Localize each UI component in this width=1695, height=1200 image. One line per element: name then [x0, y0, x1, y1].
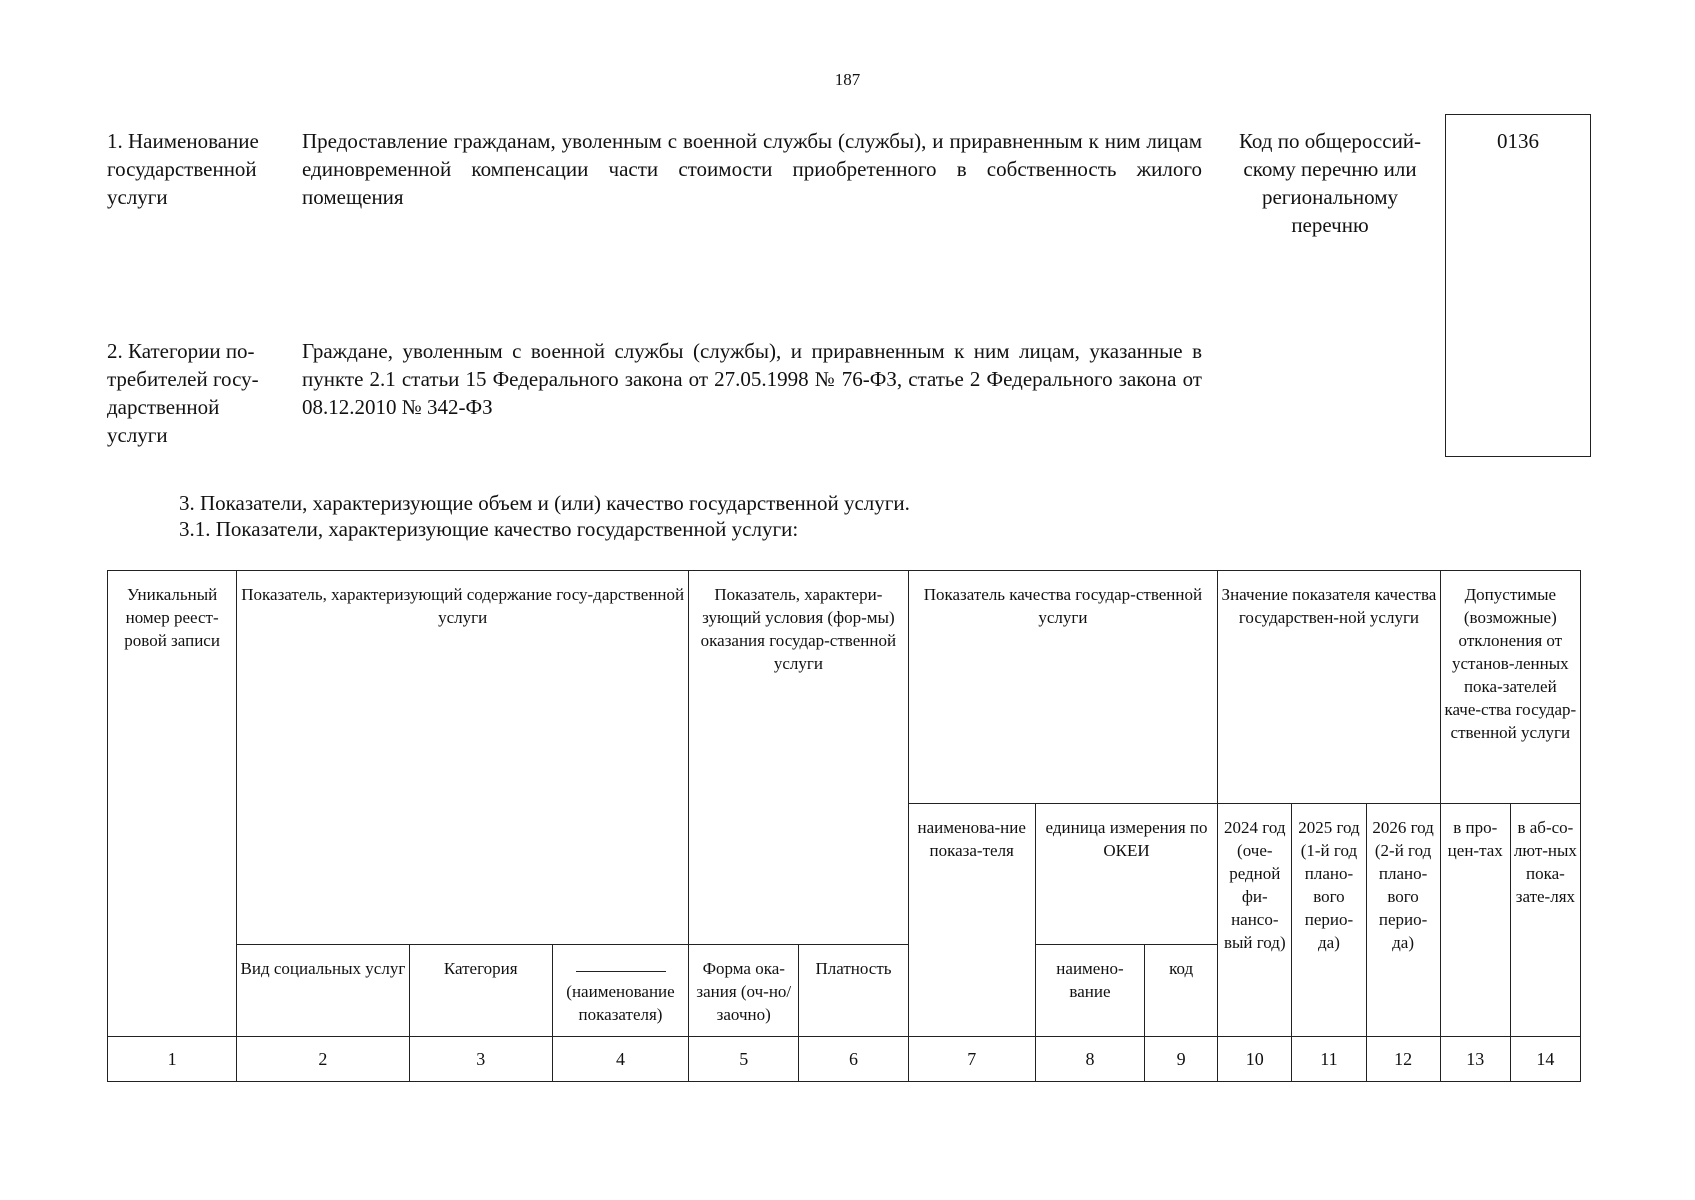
page-number: 187 [834, 70, 861, 89]
column-number: 4 [552, 1037, 688, 1082]
header-year-2026: 2026 год (2-й год плано-вого перио-да) [1366, 804, 1440, 1037]
consumer-category-label: 2. Категории по- требителей госу- дарственной услуги [107, 339, 259, 447]
section-3-heading: 3. Показатели, характеризующие объем и (или) качество государственной услуги. [179, 491, 910, 515]
header-okei-unit-label: единица измерения по ОКЕИ [1045, 818, 1208, 860]
header-payment: Платность [799, 945, 908, 1037]
header-year-2025: 2025 год (1-й год плано-вого перио-да) [1292, 804, 1366, 1037]
header-indicator-placeholder [552, 945, 688, 1037]
column-numbers-row [108, 1037, 1581, 1082]
registry-code-box [1445, 114, 1591, 457]
header-category: Категория [409, 945, 552, 1037]
column-number: 11 [1292, 1037, 1366, 1082]
header-quality-value: Значение показателя качества государствен-ной услуги [1218, 571, 1440, 804]
header-quality-indicator: Показатель качества государ-ственной услуги [908, 571, 1218, 804]
header-okei-unit [1035, 804, 1217, 945]
header-social-services-type: Вид социальных услуг [237, 945, 409, 1037]
column-number: 2 [237, 1037, 409, 1082]
column-number: 13 [1440, 1037, 1510, 1082]
service-name-text: Предоставление гражданам, уволенным с военной службы (службы), и приравненным к ним лицам единовременной компенсации части стоимости приобретенного в собственность жилого помещения [302, 129, 1202, 209]
header-allowed-deviation: Допустимые (возможные) отклонения от установ-ленных пока-зателей каче-ства государ-ственной услуги [1440, 571, 1580, 804]
header-deviation-percent: в про-цен-тах [1440, 804, 1510, 1037]
quality-indicators-table [107, 570, 1581, 1082]
registry-code-label: Код по общероссий- скому перечню или региональному перечню [1238, 129, 1422, 237]
column-number: 7 [908, 1037, 1035, 1082]
column-number: 1 [108, 1037, 237, 1082]
registry-code-value: 0136 [1497, 129, 1539, 153]
column-number: 3 [409, 1037, 552, 1082]
column-number: 5 [689, 1037, 799, 1082]
header-year-2024: 2024 год (оче-редной фи-нансо-вый год) [1218, 804, 1292, 1037]
header-unit-name: наимено-вание [1035, 945, 1144, 1037]
column-number: 14 [1510, 1037, 1580, 1082]
service-name-label: 1. Наименование государственной услуги [107, 129, 259, 209]
header-deviation-absolute: в аб-со-лют-ных пока-зате-лях [1510, 804, 1580, 1037]
header-indicator-placeholder-label: (наименование показателя) [566, 982, 675, 1024]
column-number: 6 [799, 1037, 908, 1082]
blank-line [576, 961, 666, 972]
section-3-1-heading: 3.1. Показатели, характеризующие качество государственной услуги: [179, 517, 799, 541]
column-number: 9 [1145, 1037, 1218, 1082]
header-unit-code: код [1145, 945, 1218, 1037]
header-service-conditions-indicator: Показатель, характери-зующий условия (фор-мы) оказания государ-ственной услуги [689, 571, 908, 945]
column-number: 8 [1035, 1037, 1144, 1082]
header-service-content-indicator: Показатель, характеризующий содержание госу-дарственной услуги [237, 571, 689, 945]
column-number: 10 [1218, 1037, 1292, 1082]
header-service-form: Форма ока-зания (оч-но/заочно) [689, 945, 799, 1037]
header-unique-record-number: Уникальный номер реест-ровой записи [108, 571, 237, 1037]
column-number: 12 [1366, 1037, 1440, 1082]
consumer-category-text: Граждане, уволенным с военной службы (службы), и приравненным к ним лицам, указанные в пункте 2.1 статьи 15 Федерального закона от 27.05.1998 № 76-ФЗ, статье 2 Федерального закона от 08.12.2010 № 342-ФЗ [302, 339, 1202, 419]
header-indicator-name: наименова-ние показа-теля [908, 804, 1035, 1037]
